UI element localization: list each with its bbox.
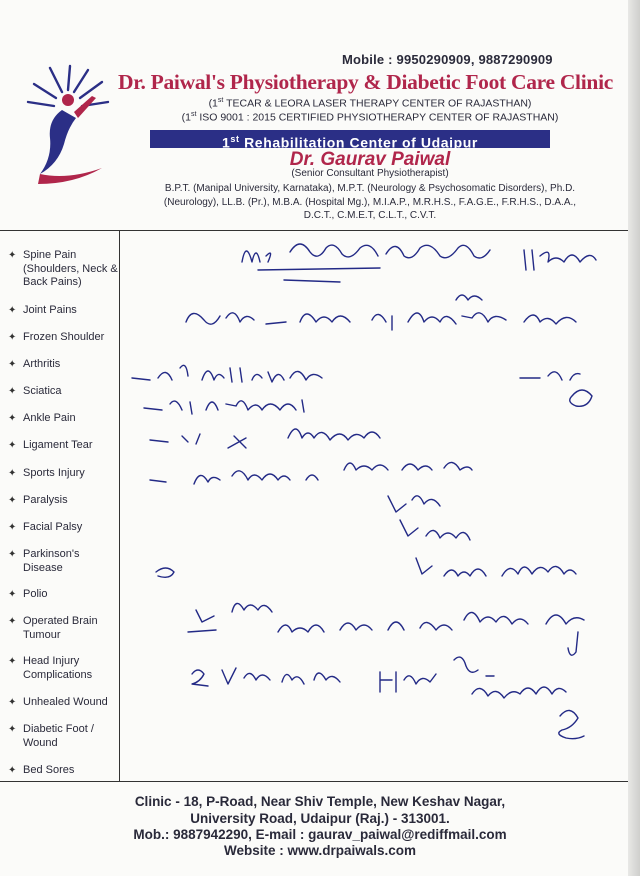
footer-contact: Mob.: 9887942290, E-mail : gaurav_paiwal@rediffmail.com: [133, 827, 507, 842]
sidebar-item: ✦ Joint Pains: [8, 304, 77, 316]
sidebar-item: ✦ Facial Palsy: [8, 521, 83, 533]
footer-address-1: Clinic - 18, P-Road, Near Shiv Temple, New Keshav Nagar,: [134, 794, 506, 809]
handwriting-treatment-1: [188, 603, 584, 655]
bullet-icon: ✦: [8, 332, 17, 343]
sidebar-item: ✦ Bed Sores: [8, 764, 75, 776]
mobile-numbers: Mobile : 9950290909, 9887290909: [342, 52, 553, 67]
bullet-icon: ✦: [8, 765, 17, 776]
iso-line: (1st ISO 9001 : 2015 CERTIFIED PHYSIOTHERAPY CENTER OF RAJASTHAN): [181, 111, 559, 124]
sidebar-item: ✦ Polio: [8, 588, 48, 600]
handwriting-exam-line: [150, 462, 472, 484]
bullet-icon: ✦: [8, 495, 17, 506]
sidebar-item: ✦ Head Injury Complications: [8, 655, 93, 681]
clinic-name: Dr. Paiwal's Physiotherapy & Diabetic Foot Care Clinic: [118, 70, 613, 94]
tecar-line: (1st TECAR & LEORA LASER THERAPY CENTER OF RAJASTHAN): [208, 97, 532, 110]
bullet-icon: ✦: [8, 386, 17, 397]
sidebar-item: ✦ Diabetic Foot / Wound: [8, 723, 94, 749]
rehab-banner: 1st Rehabilitation Center of Udaipur: [150, 130, 550, 148]
iso-text: ISO 9001 : 2015 CERTIFIED PHYSIOTHERAPY CENTER OF RAJASTHAN): [196, 111, 559, 124]
bullet-icon: ✦: [8, 724, 17, 735]
handwriting-test-lines: [156, 496, 576, 577]
handwriting-complaint-line: [186, 295, 576, 330]
handwriting-history-3: [150, 429, 380, 448]
bullet-icon: ✦: [8, 589, 17, 600]
bullet-icon: ✦: [8, 305, 17, 316]
bullet-icon: ✦: [8, 616, 17, 627]
sidebar-item: ✦ Arthritis: [8, 358, 61, 370]
sidebar-item: ✦ Unhealed Wound: [8, 696, 108, 708]
handwriting-history-1: [132, 365, 592, 406]
sidebar-item: ✦ Ankle Pain: [8, 412, 76, 424]
bullet-icon: ✦: [8, 656, 17, 667]
bullet-icon: ✦: [8, 250, 17, 261]
handwriting-patient-line: [242, 244, 596, 282]
sidebar-item: ✦ Ligament Tear: [8, 439, 93, 451]
bullet-icon: ✦: [8, 549, 17, 560]
doctor-name: Dr. Gaurav Paiwal: [289, 149, 451, 170]
doctor-qualifications: B.P.T. (Manipal University, Karnataka), M.P.T. (Neurology & Psychosomatic Disorders), Ph.D. (Neurology), LL.B. (Pr.), M.B.A. (Hospital Mg.), M.I.A.P., M.R.H.S., F.A.G.E., F.R.H.S., D.A.A., D.C.T., C.M.E.T, C.L.T., C.V.T.: [163, 183, 577, 221]
rehab-ordinal: st: [230, 134, 240, 144]
footer-website: Website : www.drpaiwals.com: [223, 843, 417, 858]
sidebar-item: ✦ Spine Pain (Shoulders, Neck & Back Pains): [8, 249, 118, 288]
rehab-text: Rehabilitation Center of Udaipur: [244, 134, 478, 151]
handwriting-history-2: [144, 400, 304, 414]
tecar-ordinal: st: [217, 97, 224, 104]
sidebar-item: ✦ Parkinson's Disease: [8, 548, 80, 574]
sidebar-item: ✦ Sciatica: [8, 385, 62, 397]
bullet-icon: ✦: [8, 359, 17, 370]
sidebar-item: ✦ Operated Brain Tumour: [8, 615, 98, 641]
doctor-title: (Senior Consultant Physiotherapist): [291, 168, 449, 179]
tecar-text: TECAR & LEORA LASER THERAPY CENTER OF RAJASTHAN): [223, 97, 532, 110]
footer-address-2: University Road, Udaipur (Raj.) - 313001.: [190, 811, 450, 826]
bullet-icon: ✦: [8, 697, 17, 708]
bullet-icon: ✦: [8, 413, 17, 424]
handwriting-treatment-2: [192, 657, 584, 739]
bullet-icon: ✦: [8, 440, 17, 451]
sidebar-item: ✦ Frozen Shoulder: [8, 331, 105, 343]
sidebar-item: ✦ Sports Injury: [8, 467, 85, 479]
iso-ordinal: st: [190, 111, 197, 118]
bullet-icon: ✦: [8, 522, 17, 533]
bullet-icon: ✦: [8, 468, 17, 479]
sidebar-item: ✦ Paralysis: [8, 494, 68, 506]
